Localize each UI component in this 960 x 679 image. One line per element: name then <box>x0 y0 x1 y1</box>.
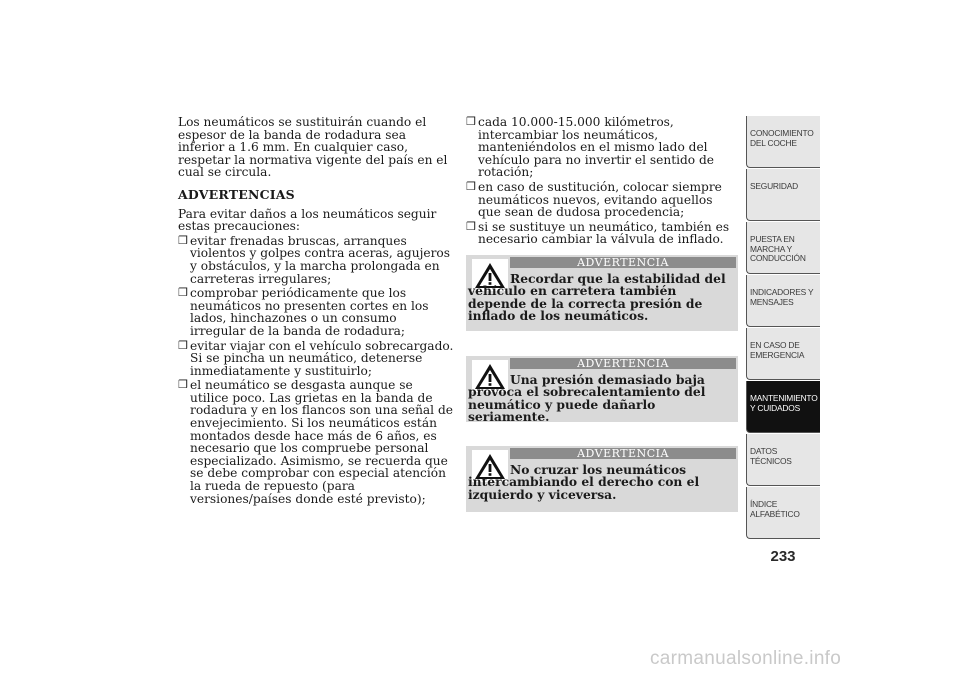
list-item: ❒ el neumático se desgasta aunque se utilice poco. Las grietas en la banda de rodadura y en los flancos son una señal de envejecimiento. Si los neumáticos están montados desde hace más de 6 años, es necesario que los compruebe personal especializado. Asimismo, se recuerda que se debe comprobar con especial atención la rueda de repuesto (para versiones/países donde esté previsto); <box>178 378 453 506</box>
list-item: ❒ cada 10.000-15.000 kilómetros, intercambiar los neumáticos, manteniéndolos en el mismo lado del vehículo para no invertir el sentido de rotación; <box>466 115 715 180</box>
checkbox-bullet-icon: ❒ <box>178 286 188 300</box>
tab-seguridad[interactable]: SEGURIDAD <box>746 169 820 221</box>
right-column <box>466 116 738 248</box>
list-item: ❒ evitar frenadas bruscas, arranques violentos y golpes contra aceras, agujeros y obstáculos, y la marcha prolongada en carreteras irregulares; <box>178 233 450 286</box>
warning-box <box>466 446 738 512</box>
warning-title: ADVERTENCIA <box>510 358 736 369</box>
checkbox-bullet-icon: ❒ <box>178 233 188 247</box>
warning-text: Una presión demasiado baja provoca el sobrecalentamiento del neumático y puede dañarlo seriamente. <box>468 372 706 425</box>
list-item: ❒ en caso de sustitución, colocar siempre neumáticos nuevos, evitando aquellos que sean de dudosa procedencia; <box>466 179 722 220</box>
tab-indicadores-y-mensajes[interactable]: INDICADORES Y MENSAJES <box>746 275 820 327</box>
checkbox-bullet-icon: ❒ <box>466 115 476 128</box>
warning-text: Recordar que la estabilidad del vehículo en carretera también depende de la correcta presión de inflado de los neumáticos. <box>468 271 726 324</box>
checkbox-bullet-icon: ❒ <box>466 219 476 233</box>
list-item: ❒ comprobar periódicamente que los neumáticos no presenten cortes en los lados, hinchazones o un consumo irregular de la banda de rodadura; <box>178 286 429 338</box>
checkbox-bullet-icon: ❒ <box>178 338 188 352</box>
tab-puesta-en-marcha[interactable]: PUESTA EN MARCHA Y CONDUCCIÓN <box>746 222 820 274</box>
tab-datos-tecnicos[interactable]: DATOS TÉCNICOS <box>746 434 820 486</box>
list-item: ❒ evitar viajar con el vehículo sobrecargado. Si se pincha un neumático, detenerse inmediatamente y sustituirlo; <box>178 338 454 378</box>
page-number: 233 <box>770 548 796 565</box>
precautions-lead: Para evitar daños a los neumáticos seguir estas precauciones: <box>178 206 437 234</box>
tab-conocimiento-del-coche[interactable]: CONOCIMIENTO DEL COCHE <box>746 116 820 168</box>
tab-indice-alfabetico[interactable]: ÍNDICE ALFABÉTICO <box>746 487 820 539</box>
warning-box <box>466 356 738 425</box>
list-item: ❒ si se sustituye un neumático, también es necesario cambiar la válvula de inflado. <box>466 219 730 247</box>
intro-paragraph: Los neumáticos se sustituirán cuando el espesor de la banda de rodadura sea inferior a 1.6 mm. En cualquier caso, respetar la normativa vigente del país en el cual se circula. <box>178 115 448 180</box>
warning-title: ADVERTENCIA <box>510 257 736 268</box>
checkbox-bullet-icon: ❒ <box>466 179 476 193</box>
warning-title: ADVERTENCIA <box>510 448 736 459</box>
tab-mantenimiento-y-cuidados[interactable]: MANTENIMIENTO Y CUIDADOS <box>746 381 820 433</box>
left-column <box>178 116 454 507</box>
advertencias-heading: ADVERTENCIAS <box>178 186 295 202</box>
watermark: carmanualsonline.info <box>650 648 842 669</box>
left-bullet-list <box>178 235 454 505</box>
warning-box <box>466 255 738 331</box>
checkbox-bullet-icon: ❒ <box>178 378 188 392</box>
right-bullet-list <box>466 116 738 246</box>
tab-en-caso-de-emergencia[interactable]: EN CASO DE EMERGENCIA <box>746 328 820 380</box>
warning-text: No cruzar los neumáticos intercambiando el derecho con el izquierdo y viceversa. <box>468 462 700 502</box>
